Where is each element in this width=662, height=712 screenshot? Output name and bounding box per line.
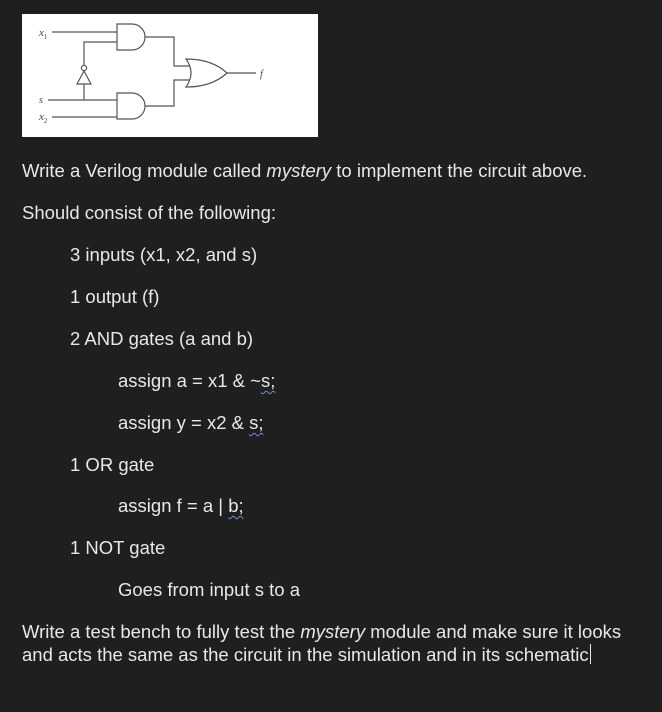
test-bench-paragraph[interactable]: Write a test bench to fully test the mystery module and make sure it looks and acts the same as the circuit in the simulation and in its schematic	[22, 621, 622, 665]
inputs-line: 3 inputs (x1, x2, and s)	[70, 244, 258, 265]
not-desc-line: Goes from input s to a	[118, 579, 301, 600]
label-s: s	[39, 95, 43, 106]
wire-not-out	[84, 42, 117, 65]
circuit-schematic	[22, 14, 318, 137]
label-x2: $x_2$	[39, 111, 48, 125]
and-gate-upper	[117, 24, 145, 50]
and-gate-lower	[117, 93, 145, 119]
not-gate	[77, 71, 91, 84]
or-gate	[186, 59, 227, 87]
output-line: 1 output (f)	[70, 286, 160, 307]
spellcheck-mark: s;	[249, 412, 264, 433]
label-f: f	[260, 69, 263, 80]
intro-line: Write a Verilog module called mystery to implement the circuit above.	[22, 160, 588, 181]
consist-line: Should consist of the following:	[22, 202, 277, 223]
or-gate-line: 1 OR gate	[70, 454, 155, 475]
label-x1: $x_1$	[39, 27, 48, 41]
and-gates-line: 2 AND gates (a and b)	[70, 328, 254, 349]
text-cursor	[590, 644, 591, 664]
assign-y-line: assign y = x2 & s;	[118, 412, 264, 433]
spellcheck-mark: s;	[260, 370, 276, 391]
wire-and-lower-out	[145, 80, 190, 106]
spellcheck-mark: b;	[228, 495, 244, 516]
circuit-diagram	[22, 14, 318, 137]
assign-a-line: assign a = x1 & ~s;	[118, 370, 276, 391]
assign-f-line: assign f = a | b;	[118, 495, 244, 516]
wire-and-upper-out	[145, 37, 190, 66]
not-gate-line: 1 NOT gate	[70, 537, 166, 558]
